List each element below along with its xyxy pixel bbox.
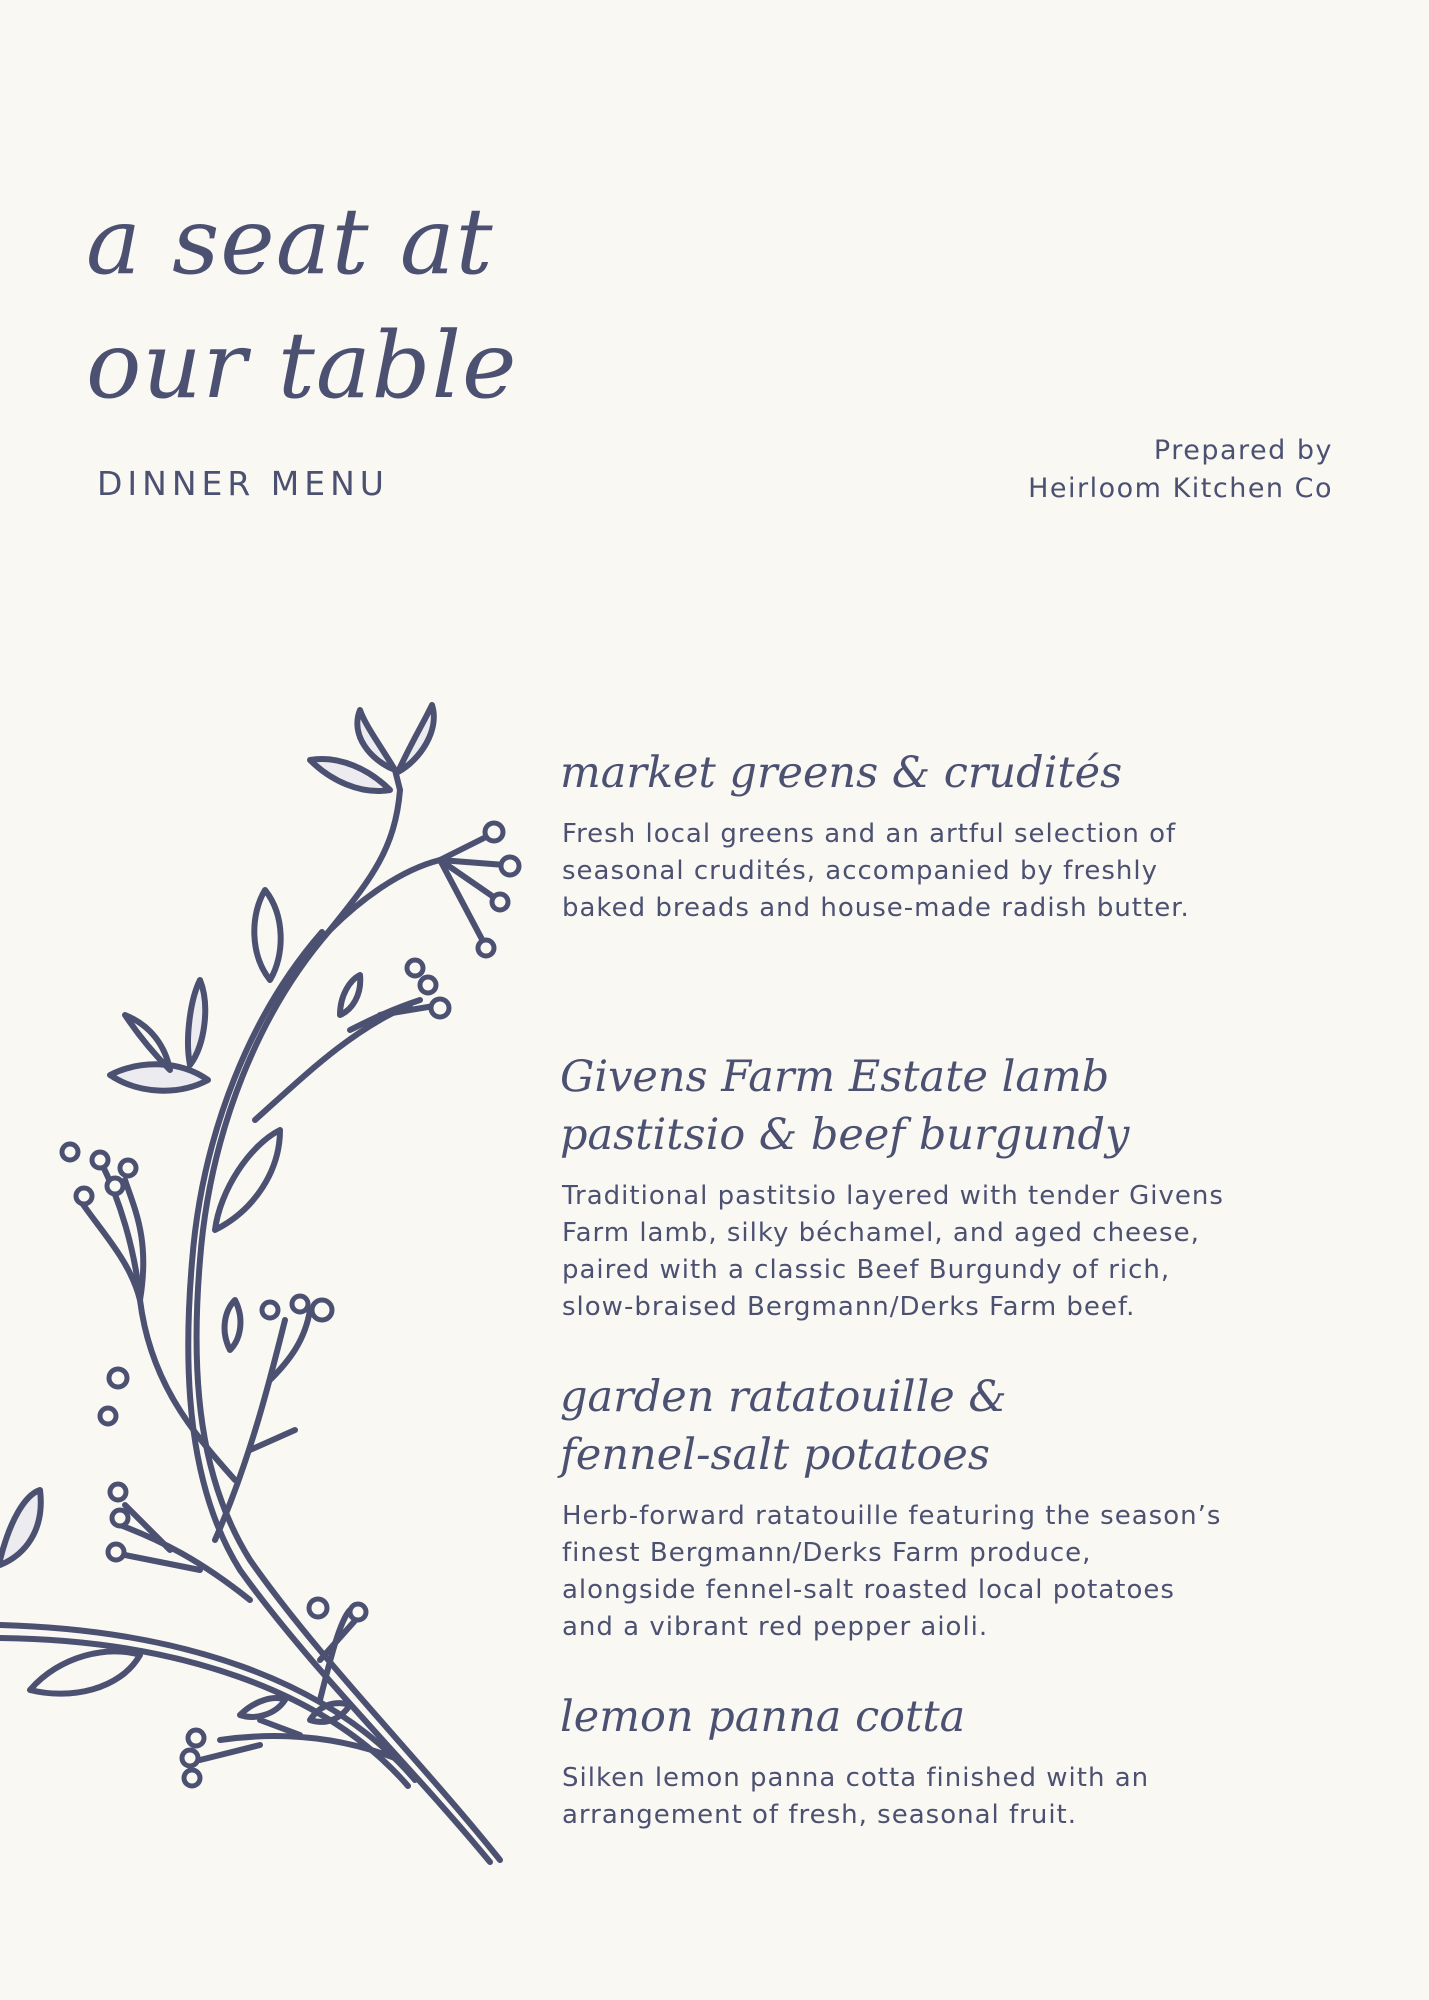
menu-item-description: Herb-forward ratatouille featuring the season’s finest Bergmann/Derks Farm produce, alongside fennel-salt roasted local potatoes and a vibrant red pepper aioli. (562, 1501, 1222, 1642)
menu-item-name: Givens Farm Estate lamb pastitsio & beef burgundy (560, 1052, 1130, 1160)
menu-item-name: garden ratatouille & fennel-salt potatoes (560, 1372, 1007, 1480)
prepared-by-company: Heirloom Kitchen Co (1028, 473, 1333, 504)
menu-item-1 (560, 744, 1260, 927)
menu-item-description: Silken lemon panna cotta finished with an arrangement of fresh, seasonal fruit. (562, 1763, 1150, 1830)
menu-item-3 (560, 1368, 1260, 1646)
botanical-branch-icon (0, 690, 540, 1880)
prepared-by-block (1028, 432, 1333, 508)
menu-item-4 (560, 1688, 1260, 1834)
menu-item-name: market greens & crudités (560, 748, 1123, 798)
menu-item-description: Fresh local greens and an artful selection of seasonal crudités, accompanied by freshly baked breads and house-made radish butter. (562, 819, 1190, 923)
menu-item-description: Traditional pastitsio layered with tender Givens Farm lamb, silky béchamel, and aged cheese, paired with a classic Beef Burgundy of rich, slow-braised Bergmann/Derks Farm beef. (562, 1181, 1224, 1322)
prepared-by-label: Prepared by (1153, 435, 1333, 466)
menu-title-line-2: our table (86, 312, 518, 419)
menu-title (86, 180, 517, 428)
menu-item-name: lemon panna cotta (560, 1692, 966, 1742)
menu-title-line-1: a seat at (86, 188, 494, 295)
menu-subtitle: DINNER MENU (97, 464, 389, 503)
menu-item-2 (560, 1048, 1260, 1326)
